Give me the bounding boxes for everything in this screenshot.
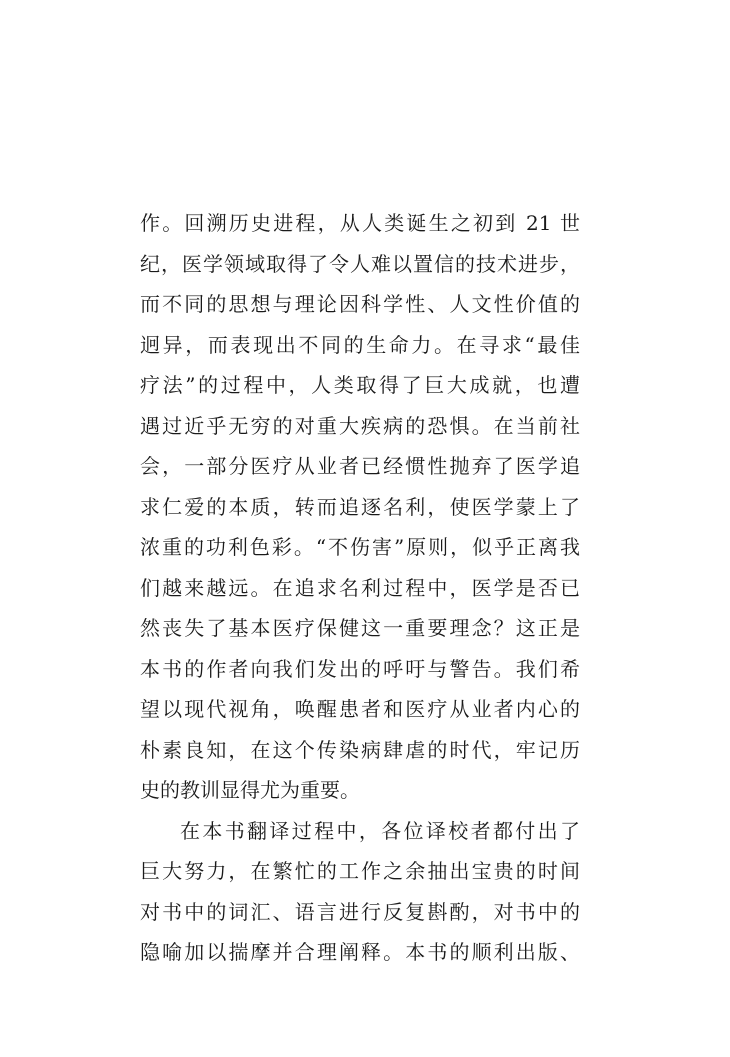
paragraph-end-line: 史的教训显得尤为重要。: [140, 778, 360, 802]
text-line: 对书中的词汇、语言进行反复斟酌，对书中的: [140, 899, 580, 924]
text-line: 求仁爱的本质，转而追逐名利，使医学蒙上了: [140, 494, 580, 519]
text-line: 然丧失了基本医疗保健这一重要理念？这正是: [140, 616, 580, 640]
text-line: 望以现代视角，唤醒患者和医疗从业者内心的: [140, 697, 580, 721]
text-line: 隐喻加以揣摩并合理阐释。本书的顺利出版、: [140, 940, 580, 964]
text-line: 遇过近乎无穷的对重大疾病的恐惧。在当前社: [140, 413, 580, 438]
paragraph-start-line: 在本书翻译过程中，各位译校者都付出了: [180, 818, 580, 843]
text-line: 疗法”的过程中，人类取得了巨大成就，也遭: [140, 373, 580, 397]
text-line: 迥异，而表现出不同的生命力。在寻求“最佳: [140, 332, 580, 357]
text-line: 浓重的功利色彩。“不伤害”原则，似乎正离我: [140, 535, 580, 559]
text-line: 会，一部分医疗从业者已经惯性抛弃了医学追: [140, 454, 580, 478]
text-line: 本书的作者向我们发出的呼吁与警告。我们希: [140, 656, 580, 681]
text-line: 而不同的思想与理论因科学性、人文性价值的: [140, 292, 580, 316]
text-line: 们越来越远。在追求名利过程中，医学是否已: [140, 575, 580, 600]
body-text: [140, 203, 580, 973]
text-line: 纪，医学领域取得了令人难以置信的技术进步，: [140, 251, 580, 276]
text-line: 作。回溯历史进程，从人类诞生之初到 21 世: [140, 211, 580, 235]
text-line: 朴素良知，在这个传染病肆虐的时代，牢记历: [140, 737, 580, 762]
text-line: 巨大努力，在繁忙的工作之余抽出宝贵的时间: [140, 859, 580, 883]
